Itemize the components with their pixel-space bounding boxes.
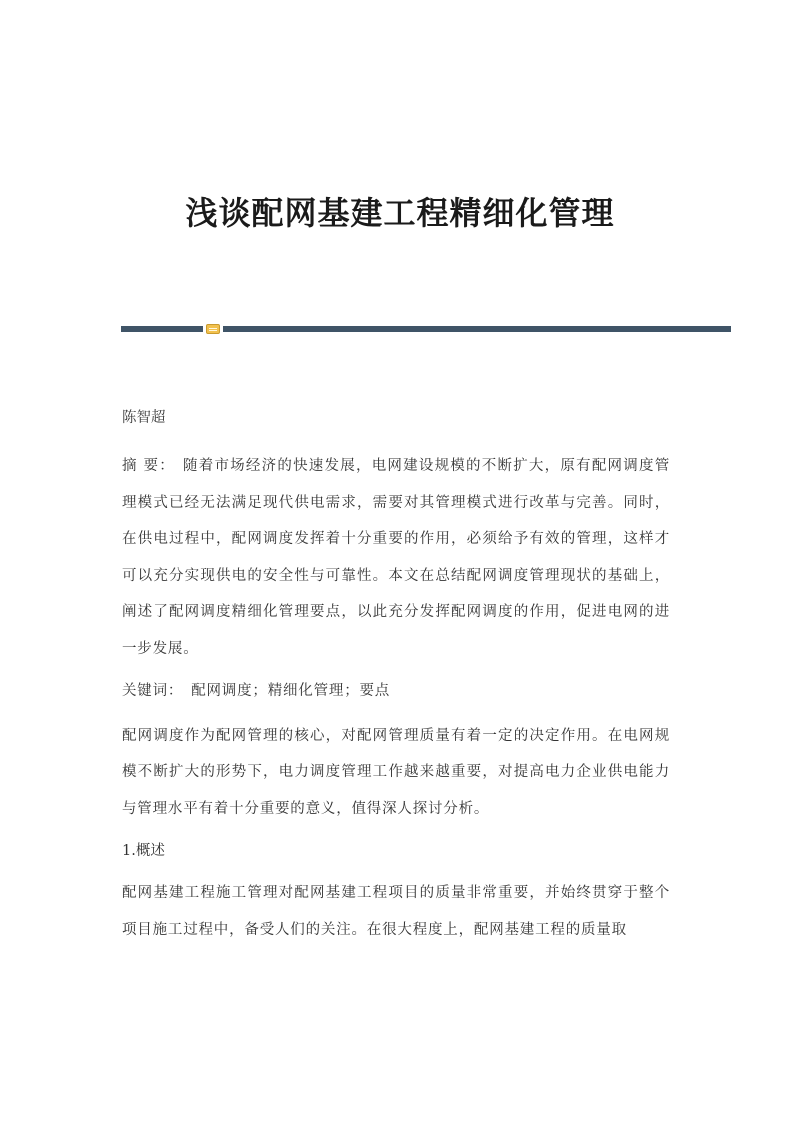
abstract-text: 随着市场经济的快速发展，电网建设规模的不断扩大，原有配网调度管理模式已经无法满足现代供电需求，需要对其管理模式进行改革与完善。同时，在供电过程中，配网调度发挥着十分重要的作用，必须给予有效的管理，这样才可以充分实现供电的安全性与可靠性。本文在总结配网调度管理现状的基础上，阐述了配网调度精细化管理要点，以此充分发挥配网调度的作用，促进电网的进一步发展。 <box>122 458 671 657</box>
keywords-text: 配网调度；精细化管理；要点 <box>191 683 391 699</box>
document-body <box>122 404 670 954</box>
keywords-label: 关键词： <box>122 683 184 699</box>
abstract-paragraph <box>122 448 670 667</box>
section-paragraph: 配网基建工程施工管理对配网基建工程项目的质量非常重要，并始终贯穿于整个项目施工过程中，备受人们的关注。在很大程度上，配网基建工程的质量取 <box>122 885 670 938</box>
abstract-label: 摘 要： <box>122 458 176 474</box>
keywords-paragraph <box>122 673 670 710</box>
divider-badge-icon <box>206 324 220 334</box>
title-divider <box>121 324 731 334</box>
document-title: 浅谈配网基建工程精细化管理 <box>185 194 615 232</box>
divider-bar-left <box>121 326 203 332</box>
divider-bar-right <box>223 326 731 332</box>
section-heading: 1.概述 <box>122 843 165 859</box>
intro-paragraph: 配网调度作为配网管理的核心，对配网管理质量有着一定的决定作用。在电网规模不断扩大的形势下，电力调度管理工作越来越重要，对提高电力企业供电能力与管理水平有着十分重要的意义，值得深人探讨分析。 <box>122 727 670 817</box>
author-name: 陈智超 <box>122 410 166 426</box>
